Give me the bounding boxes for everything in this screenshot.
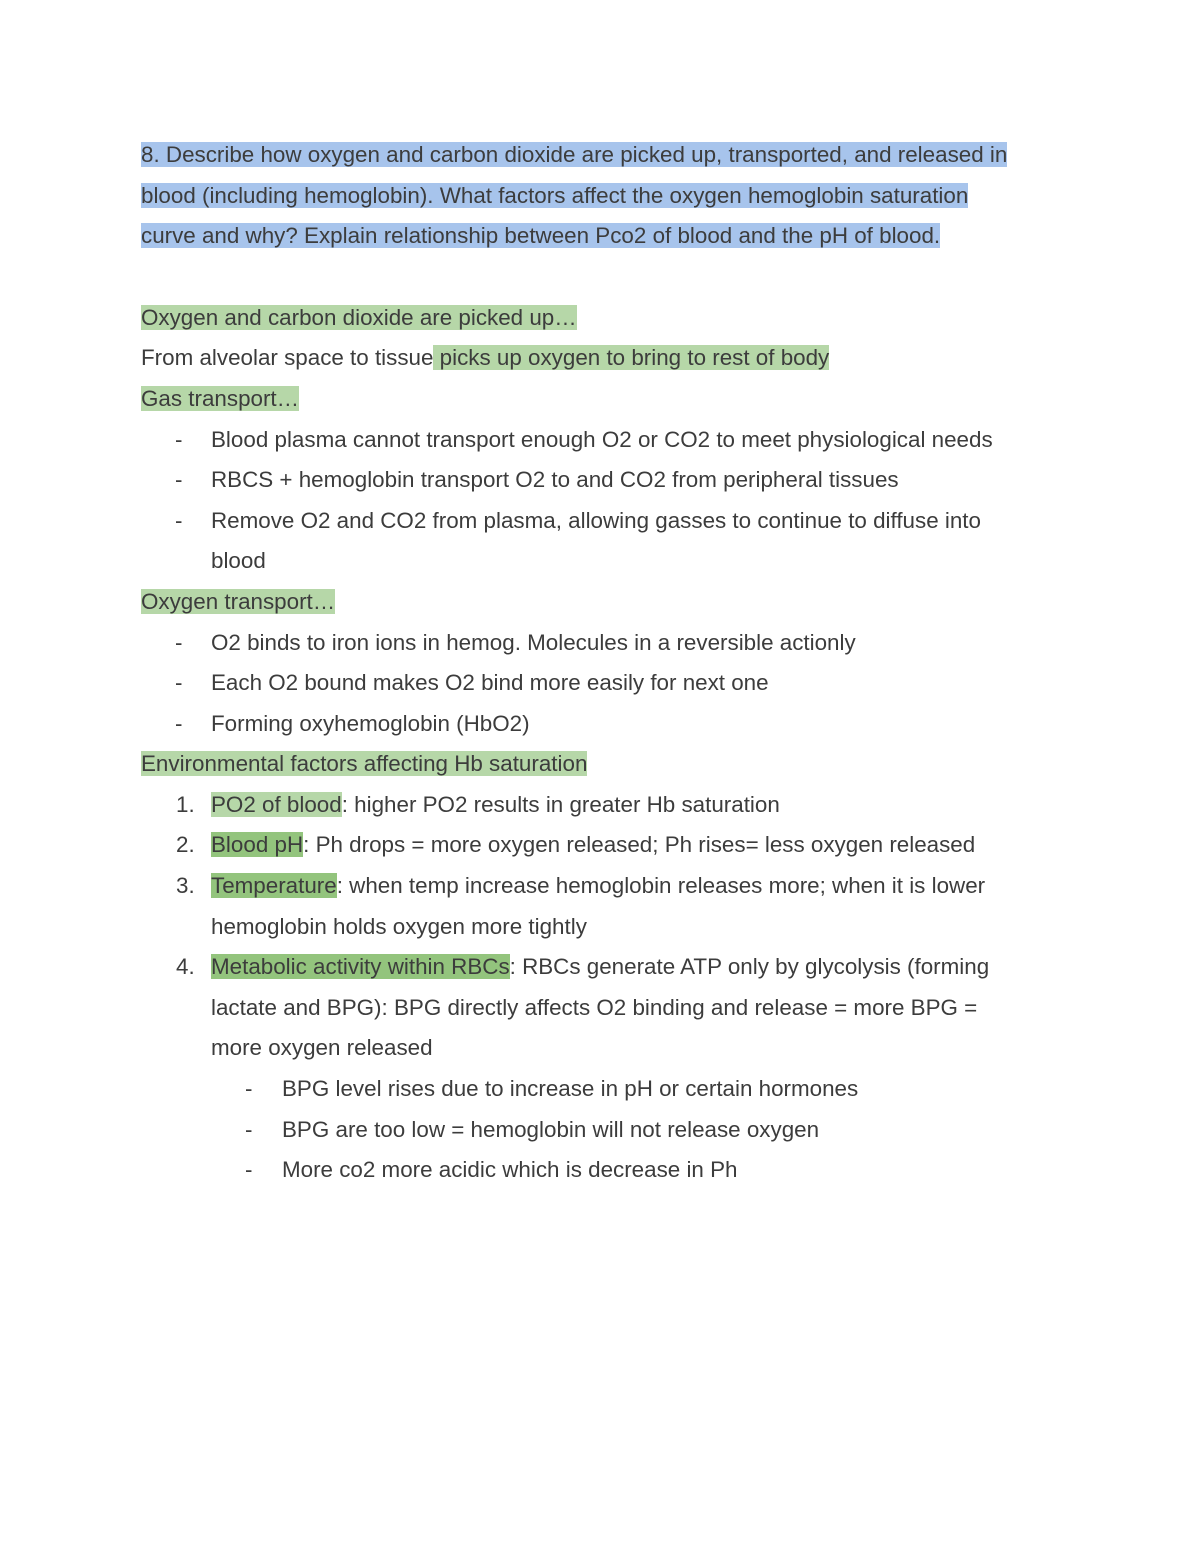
- bullet-dash: -: [245, 1076, 253, 1101]
- question-text: curve and why? Explain relationship between Pco2 of blood and the pH of blood.: [141, 223, 941, 248]
- bullet-dash: -: [245, 1157, 253, 1182]
- list-number: 2.: [176, 832, 195, 857]
- gas-item-3: Remove O2 and CO2 from plasma, allowing gasses to continue to diffuse into: [211, 508, 981, 533]
- gas-item-1: Blood plasma cannot transport enough O2 or CO2 to meet physiological needs: [211, 427, 993, 452]
- oxygen-item-2: Each O2 bound makes O2 bind more easily for next one: [211, 670, 769, 695]
- question-line-1: [141, 140, 1007, 170]
- factor-3-text: : when temp increase hemoglobin releases more; when it is lower: [336, 873, 986, 898]
- bullet-dash: -: [175, 508, 183, 533]
- factor-1-label: PO2 of blood: [211, 792, 342, 817]
- subitem-2: BPG are too low = hemoglobin will not release oxygen: [282, 1117, 820, 1142]
- list-number: 4.: [176, 954, 195, 979]
- bullet-dash: -: [175, 670, 183, 695]
- question-text: 8. Describe how oxygen and carbon dioxide are picked up, transported, and released in: [141, 142, 1008, 167]
- factor-3-cont: hemoglobin holds oxygen more tightly: [211, 914, 587, 939]
- pickup-highlight-text: picks up oxygen to bring to rest of body: [433, 345, 830, 370]
- factor-4: [211, 952, 989, 982]
- factors-heading: [141, 749, 587, 779]
- factor-2: [211, 830, 975, 860]
- factor-4-text: : RBCs generate ATP only by glycolysis (forming: [509, 954, 990, 979]
- factor-2-text: : Ph drops = more oxygen released; Ph rises= less oxygen released: [303, 832, 976, 857]
- factor-2-label: Blood pH: [211, 832, 304, 857]
- pickup-heading: [141, 303, 577, 333]
- gas-heading: [141, 384, 299, 414]
- list-number: 1.: [176, 792, 195, 817]
- oxygen-heading: [141, 587, 335, 617]
- factor-1: [211, 790, 780, 820]
- factor-4-label: Metabolic activity within RBCs: [211, 954, 510, 979]
- bullet-dash: -: [175, 427, 183, 452]
- oxygen-item-3: Forming oxyhemoglobin (HbO2): [211, 711, 530, 736]
- question-line-2: [141, 181, 968, 211]
- factor-4-cont-2: more oxygen released: [211, 1035, 433, 1060]
- factor-4-cont-1: lactate and BPG): BPG directly affects O2 binding and release = more BPG =: [211, 995, 978, 1020]
- bullet-dash: -: [175, 467, 183, 492]
- pickup-heading-text: Oxygen and carbon dioxide are picked up…: [141, 305, 577, 330]
- pickup-plain-text: From alveolar space to tissue: [141, 345, 434, 370]
- gas-item-3-cont: blood: [211, 548, 266, 573]
- list-number: 3.: [176, 873, 195, 898]
- oxygen-item-1: O2 binds to iron ions in hemog. Molecules in a reversible actionly: [211, 630, 856, 655]
- question-text: blood (including hemoglobin). What factors affect the oxygen hemoglobin saturation: [141, 183, 969, 208]
- factors-heading-text: Environmental factors affecting Hb saturation: [141, 751, 588, 776]
- question-line-3: [141, 221, 940, 251]
- bullet-dash: -: [175, 711, 183, 736]
- factor-3-label: Temperature: [211, 873, 337, 898]
- factor-1-text: : higher PO2 results in greater Hb saturation: [341, 792, 780, 817]
- pickup-line: [141, 343, 829, 373]
- oxygen-heading-text: Oxygen transport…: [141, 589, 336, 614]
- bullet-dash: -: [175, 630, 183, 655]
- subitem-1: BPG level rises due to increase in pH or certain hormones: [282, 1076, 859, 1101]
- factor-3: [211, 871, 985, 901]
- subitem-3: More co2 more acidic which is decrease in Ph: [282, 1157, 738, 1182]
- gas-item-2: RBCS + hemoglobin transport O2 to and CO2 from peripheral tissues: [211, 467, 899, 492]
- bullet-dash: -: [245, 1117, 253, 1142]
- gas-heading-text: Gas transport…: [141, 386, 300, 411]
